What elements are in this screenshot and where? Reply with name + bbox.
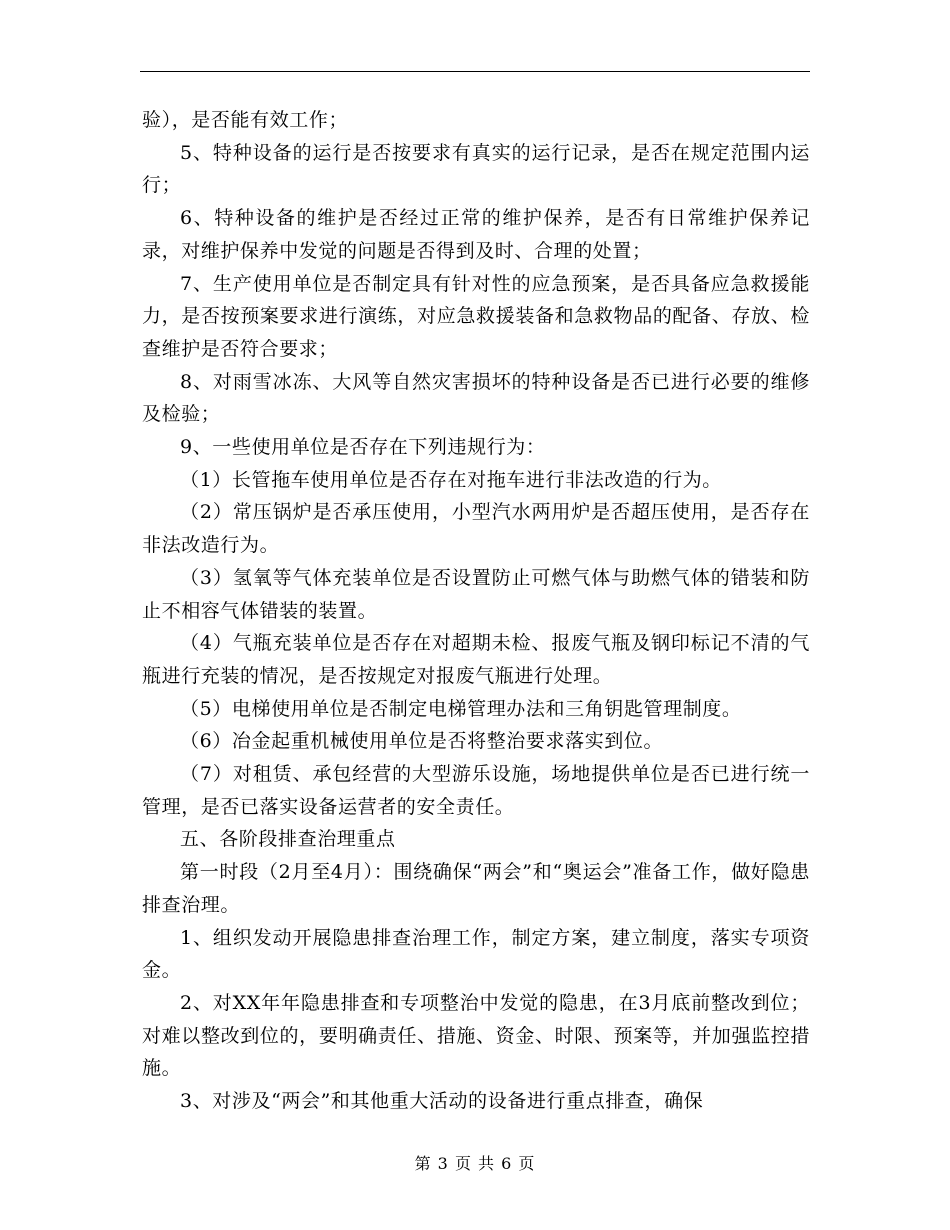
paragraph-15: 1、组织发动开展隐患排查治理工作，制定方案，建立制度，落实专项资金。	[142, 926, 810, 982]
header-rule	[140, 71, 810, 72]
section-heading: 五、各阶段排查治理重点	[180, 828, 396, 851]
paragraph-14: 第一时段（2月至4月）：围绕确保“两会”和“奥运会”准备工作，做好隐患排查治理。	[142, 861, 810, 916]
paragraph-4: 8、对雨雪冰冻、大风等自然灾害损坏的特种设备是否已进行必要的维修及检验；	[142, 370, 810, 426]
paragraph-6: （1）长管拖车使用单位是否存在对拖车进行非法改造的行为。	[180, 468, 722, 491]
paragraph-5: 9、一些使用单位是否存在下列违规行为：	[180, 436, 546, 459]
page-number-footer: 第 3 页 共 6 页	[414, 1154, 536, 1173]
paragraph-16: 2、对XX年年隐患排查和专项整治中发觉的隐患，在3月底前整改到位；对难以整改到位的，要明确责任、措施、资金、时限、预案等，并加强监控措施。	[142, 991, 810, 1080]
paragraph-17: 3、对涉及“两会”和其他重大活动的设备进行重点排查，确保	[180, 1090, 704, 1113]
document-body	[142, 104, 810, 1118]
paragraph-8: （3）氢氧等气体充装单位是否设置防止可燃气体与助燃气体的错装和防止不相容气体错装的装置。	[142, 566, 810, 622]
paragraph-11: （6）冶金起重机械使用单位是否将整治要求落实到位。	[180, 730, 664, 753]
paragraph-3: 7、生产使用单位是否制定具有针对性的应急预案，是否具备应急救援能力，是否按预案要求进行演练，对应急救援装备和急救物品的配备、存放、检查维护是否符合要求；	[142, 272, 810, 360]
paragraph-9: （4）气瓶充装单位是否存在对超期未检、报废气瓶及钢印标记不清的气瓶进行充装的情况，是否按规定对报废气瓶进行处理。	[142, 632, 810, 687]
paragraph-1: 5、特种设备的运行是否按要求有真实的运行记录，是否在规定范围内运行；	[142, 141, 810, 197]
paragraph-12: （7）对租赁、承包经营的大型游乐设施，场地提供单位是否已进行统一管理，是否已落实设备运营者的安全责任。	[142, 763, 810, 818]
paragraph-10: （5）电梯使用单位是否制定电梯管理办法和三角钥匙管理制度。	[180, 697, 742, 720]
paragraph-0: 验），是否能有效工作；	[142, 109, 349, 131]
paragraph-7: （2）常压锅炉是否承压使用，小型汽水两用炉是否超压使用，是否存在非法改造行为。	[142, 501, 810, 557]
paragraph-2: 6、特种设备的维护是否经过正常的维护保养，是否有日常维护保养记录，对维护保养中发觉的问题是否得到及时、合理的处置；	[142, 207, 810, 262]
